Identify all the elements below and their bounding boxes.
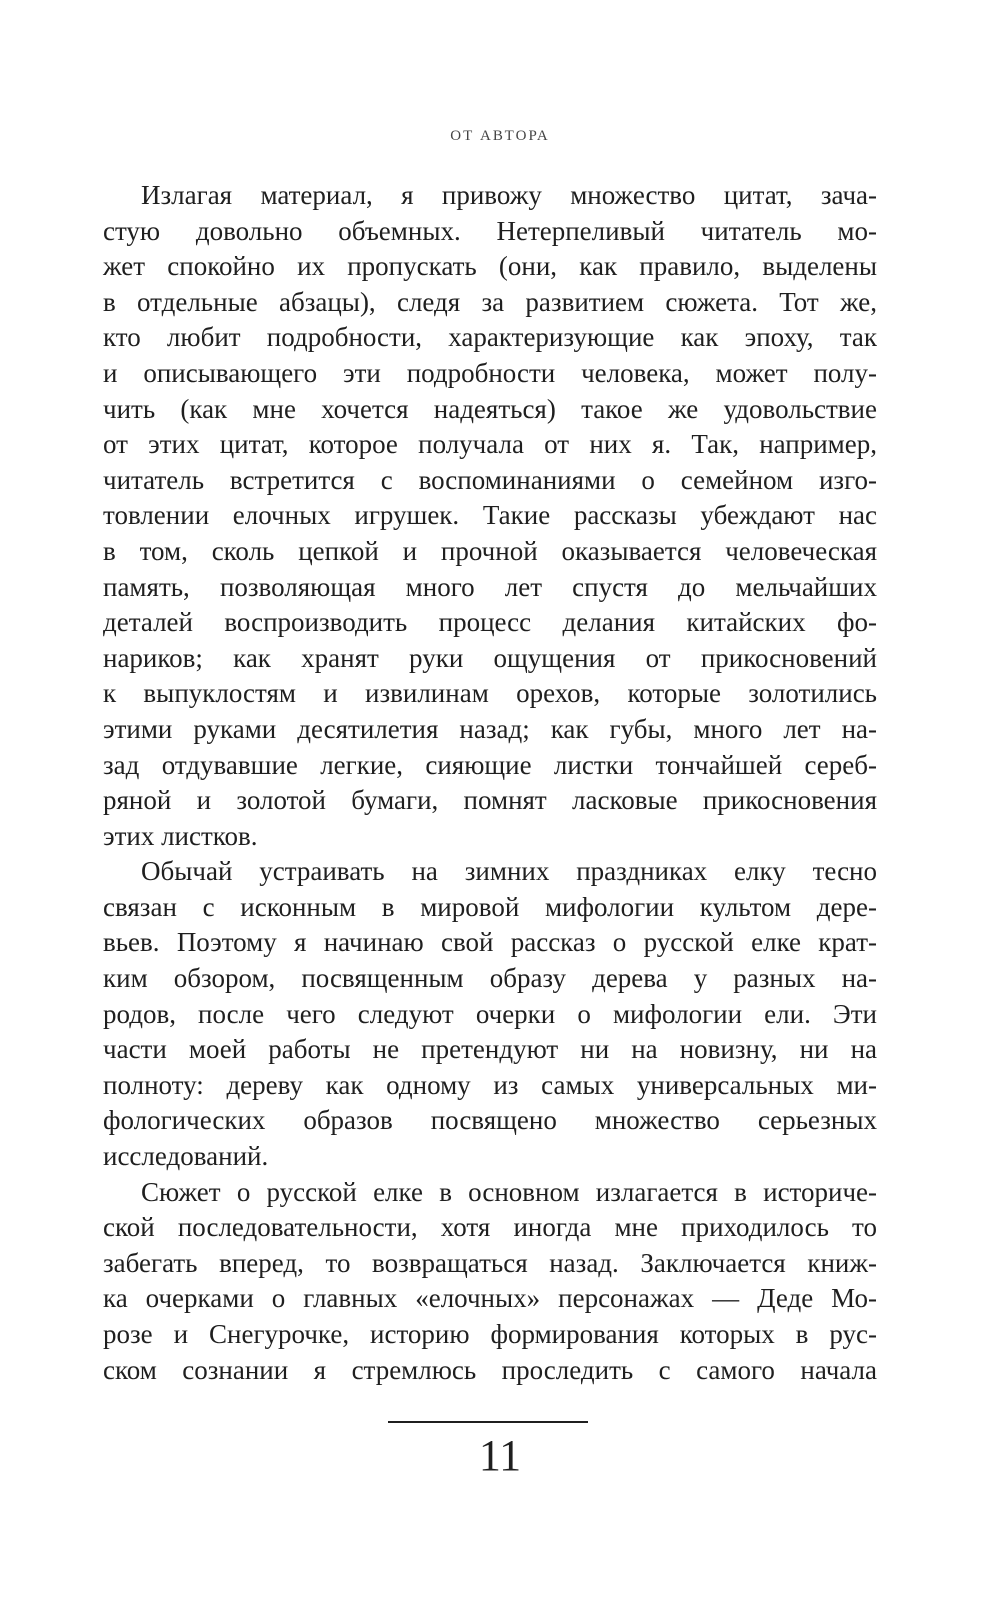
running-head: ОТ АВТОРА [450, 128, 550, 144]
text-line: ка очерками о главных «елочных» персонажах — Деде Мо- [103, 1283, 877, 1314]
text-line: зад отдувавшие легкие, сияющие листки тончайшей сереб- [103, 749, 877, 780]
text-line: полноту: дереву как одному из самых универсальных ми- [103, 1069, 877, 1100]
body-text [103, 178, 877, 1388]
text-line: жет спокойно их пропускать (они, как правило, выделены [103, 251, 877, 282]
text-line: чить (как мне хочется надеяться) такое же удовольствие [103, 393, 877, 424]
text-line: к выпуклостям и извилинам орехов, которые золотились [103, 678, 877, 709]
text-line: родов, после чего следуют очерки о мифологии ели. Эти [103, 998, 877, 1029]
text-line: нариков; как хранят руки ощущения от прикосновений [103, 642, 877, 673]
text-line: этими руками десятилетия назад; как губы, много лет на- [103, 713, 877, 744]
text-line: стую довольно объемных. Нетерпеливый читатель мо- [103, 215, 877, 246]
paragraph [103, 178, 877, 854]
text-line: читатель встретится с воспоминаниями о семейном изго- [103, 464, 877, 495]
text-line: части моей работы не претендуют ни на новизну, ни на [103, 1034, 877, 1065]
text-line: фологических образов посвящено множество серьезных [103, 1105, 877, 1136]
text-line: ким обзором, посвященным образу дерева у разных на- [103, 963, 877, 994]
text-line: этих листков. [103, 820, 258, 851]
text-line: исследований. [103, 1141, 269, 1172]
text-line: ском сознании я стремлюсь проследить с самого начала [103, 1354, 877, 1385]
text-line: и описывающего эти подробности человека, может полу- [103, 357, 877, 388]
text-line: память, позволяющая много лет спустя до мельчайших [103, 571, 877, 602]
text-line: вьев. Поэтому я начинаю свой рассказ о русской елке крат- [103, 927, 877, 958]
text-line: Обычай устраивать на зимних праздниках елку тесно [141, 856, 877, 887]
text-line: забегать вперед, то возвращаться назад. Заключается книж- [103, 1247, 877, 1278]
paragraph [103, 854, 877, 1174]
text-line: Излагая материал, я привожу множество цитат, зача- [141, 180, 877, 210]
text-line: в отдельные абзацы), следя за развитием сюжета. Тот же, [103, 286, 877, 317]
page-number: 11 [478, 1431, 522, 1480]
footer-rule [388, 1421, 588, 1423]
text-line: Сюжет о русской елке в основном излагается в историче- [141, 1176, 877, 1207]
text-line: в том, сколь цепкой и прочной оказывается человеческая [103, 535, 877, 566]
text-line: розе и Снегурочке, историю формирования которых в рус- [103, 1319, 877, 1349]
text-line: деталей воспроизводить процесс делания китайских фо- [103, 607, 877, 638]
text-line: товлении елочных игрушек. Такие рассказы убеждают нас [103, 500, 877, 531]
text-line: кто любит подробности, характеризующие как эпоху, так [103, 322, 877, 353]
text-line: ской последовательности, хотя иногда мне приходилось то [103, 1212, 877, 1243]
paragraph [103, 1175, 877, 1389]
text-line: от этих цитат, которое получала от них я. Так, например, [103, 429, 877, 460]
text-line: связан с исконным в мировой мифологии культом дере- [103, 891, 877, 922]
text-line: ряной и золотой бумаги, помнят ласковые прикосновения [103, 785, 877, 816]
